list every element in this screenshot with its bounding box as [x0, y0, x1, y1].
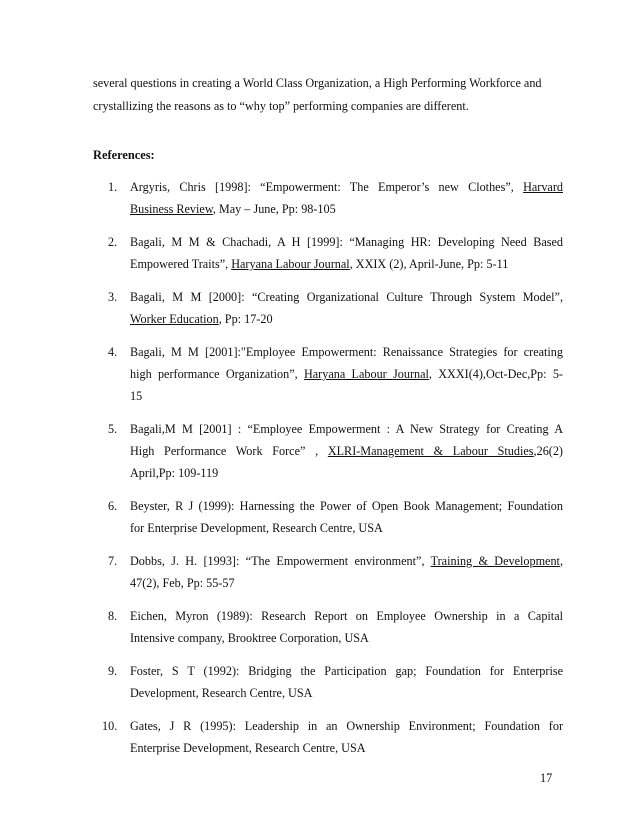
- reference-line: Bagali, M M [2000]: “Creating Organizational Culture Through System Model”,: [130, 290, 563, 304]
- reference-line: [130, 308, 563, 330]
- journal-title: Business Review: [130, 202, 213, 216]
- reference-item-5: [0, 418, 638, 484]
- reference-segment: ,26(2): [533, 444, 563, 458]
- reference-line: Eichen, Myron (1989): Research Report on Employee Ownership in a Capital: [130, 609, 563, 623]
- reference-number: 6.: [108, 499, 118, 513]
- reference-number: 10.: [102, 719, 118, 733]
- reference-number: 8.: [108, 609, 118, 623]
- reference-number: 1.: [108, 180, 118, 194]
- reference-item-1: [0, 176, 638, 220]
- reference-line: Bagali, M M & Chachadi, A H [1999]: “Managing HR: Developing Need Based: [130, 235, 563, 249]
- reference-segment: , Pp: 17-20: [218, 312, 273, 326]
- reference-number: 7.: [108, 554, 118, 568]
- journal-title: Haryana Labour Journal: [231, 257, 350, 271]
- reference-text: [130, 660, 563, 704]
- reference-segment: Empowered Traits”,: [130, 257, 232, 271]
- reference-line: Development, Research Centre, USA: [130, 686, 313, 700]
- reference-line: April,Pp: 109-119: [130, 466, 219, 480]
- reference-segment: ,: [559, 554, 563, 568]
- reference-segment: Dobbs, J. H. [1993]: “The Empowerment environment”,: [130, 554, 431, 568]
- reference-line: Foster, S T (1992): Bridging the Participation gap; Foundation for Enterprise: [130, 664, 563, 678]
- reference-line: [130, 363, 563, 385]
- journal-title: XLRI-Management & Labour Studies: [327, 444, 534, 458]
- reference-line: for Enterprise Development, Research Centre, USA: [130, 521, 383, 535]
- reference-line: [130, 198, 563, 220]
- reference-text: [130, 286, 563, 330]
- reference-line: Beyster, R J (1999): Harnessing the Power of Open Book Management; Foundation: [130, 499, 563, 513]
- reference-item-6: [0, 495, 638, 539]
- reference-number: 4.: [108, 345, 118, 359]
- reference-text: [130, 495, 563, 539]
- reference-number: 9.: [108, 664, 118, 678]
- reference-line: 47(2), Feb, Pp: 55-57: [130, 576, 235, 590]
- reference-number: 2.: [108, 235, 118, 249]
- reference-segment: , May – June, Pp: 98-105: [212, 202, 336, 216]
- reference-line: [130, 440, 563, 462]
- reference-line: [130, 550, 563, 572]
- reference-number: 5.: [108, 422, 118, 436]
- reference-item-10: [0, 715, 638, 759]
- intro-line-2: crystallizing the reasons as to “why top” performing companies are different.: [93, 99, 469, 113]
- reference-line: Intensive company, Brooktree Corporation, USA: [130, 631, 369, 645]
- reference-text: [130, 715, 563, 759]
- reference-item-8: [0, 605, 638, 649]
- reference-text: [130, 550, 563, 594]
- reference-segment: Argyris, Chris [1998]: “Empowerment: The Emperor’s new Clothes”,: [130, 180, 514, 194]
- journal-title: Harvard: [523, 180, 563, 194]
- journal-title: Training & Development: [430, 554, 560, 568]
- reference-segment: high performance Organization”,: [130, 367, 304, 381]
- reference-line: [130, 253, 563, 275]
- reference-number: 3.: [108, 290, 118, 304]
- references-list: [0, 176, 638, 770]
- reference-segment: High Performance Work Force” ,: [130, 444, 328, 458]
- reference-item-2: [0, 231, 638, 275]
- intro-line-1: several questions in creating a World Class Organization, a High Performing Workforce and: [93, 76, 542, 90]
- reference-line: Bagali,M M [2001] : “Employee Empowerment : A New Strategy for Creating A: [130, 422, 563, 436]
- reference-text: [130, 605, 563, 649]
- reference-item-9: [0, 660, 638, 704]
- reference-line: Enterprise Development, Research Centre, USA: [130, 741, 366, 755]
- intro-paragraph: [93, 72, 563, 118]
- reference-text: [130, 231, 563, 275]
- journal-title: Haryana Labour Journal: [303, 367, 429, 381]
- reference-item-3: [0, 286, 638, 330]
- reference-item-7: [0, 550, 638, 594]
- reference-segment: , XXXI(4),Oct-Dec,Pp: 5-: [428, 367, 563, 381]
- reference-line: Gates, J R (1995): Leadership in an Ownership Environment; Foundation for: [130, 719, 563, 733]
- references-heading: References:: [93, 148, 155, 162]
- reference-text: [130, 418, 563, 484]
- reference-line: [130, 176, 563, 198]
- page-number: 17: [540, 771, 553, 785]
- reference-text: [130, 176, 563, 220]
- reference-segment: , XXIX (2), April-June, Pp: 5-11: [349, 257, 509, 271]
- reference-item-4: [0, 341, 638, 407]
- reference-line: Bagali, M M [2001]:"Employee Empowerment: Renaissance Strategies for creating: [130, 345, 563, 359]
- reference-line: 15: [130, 389, 143, 403]
- reference-text: [130, 341, 563, 407]
- journal-title: Worker Education: [130, 312, 219, 326]
